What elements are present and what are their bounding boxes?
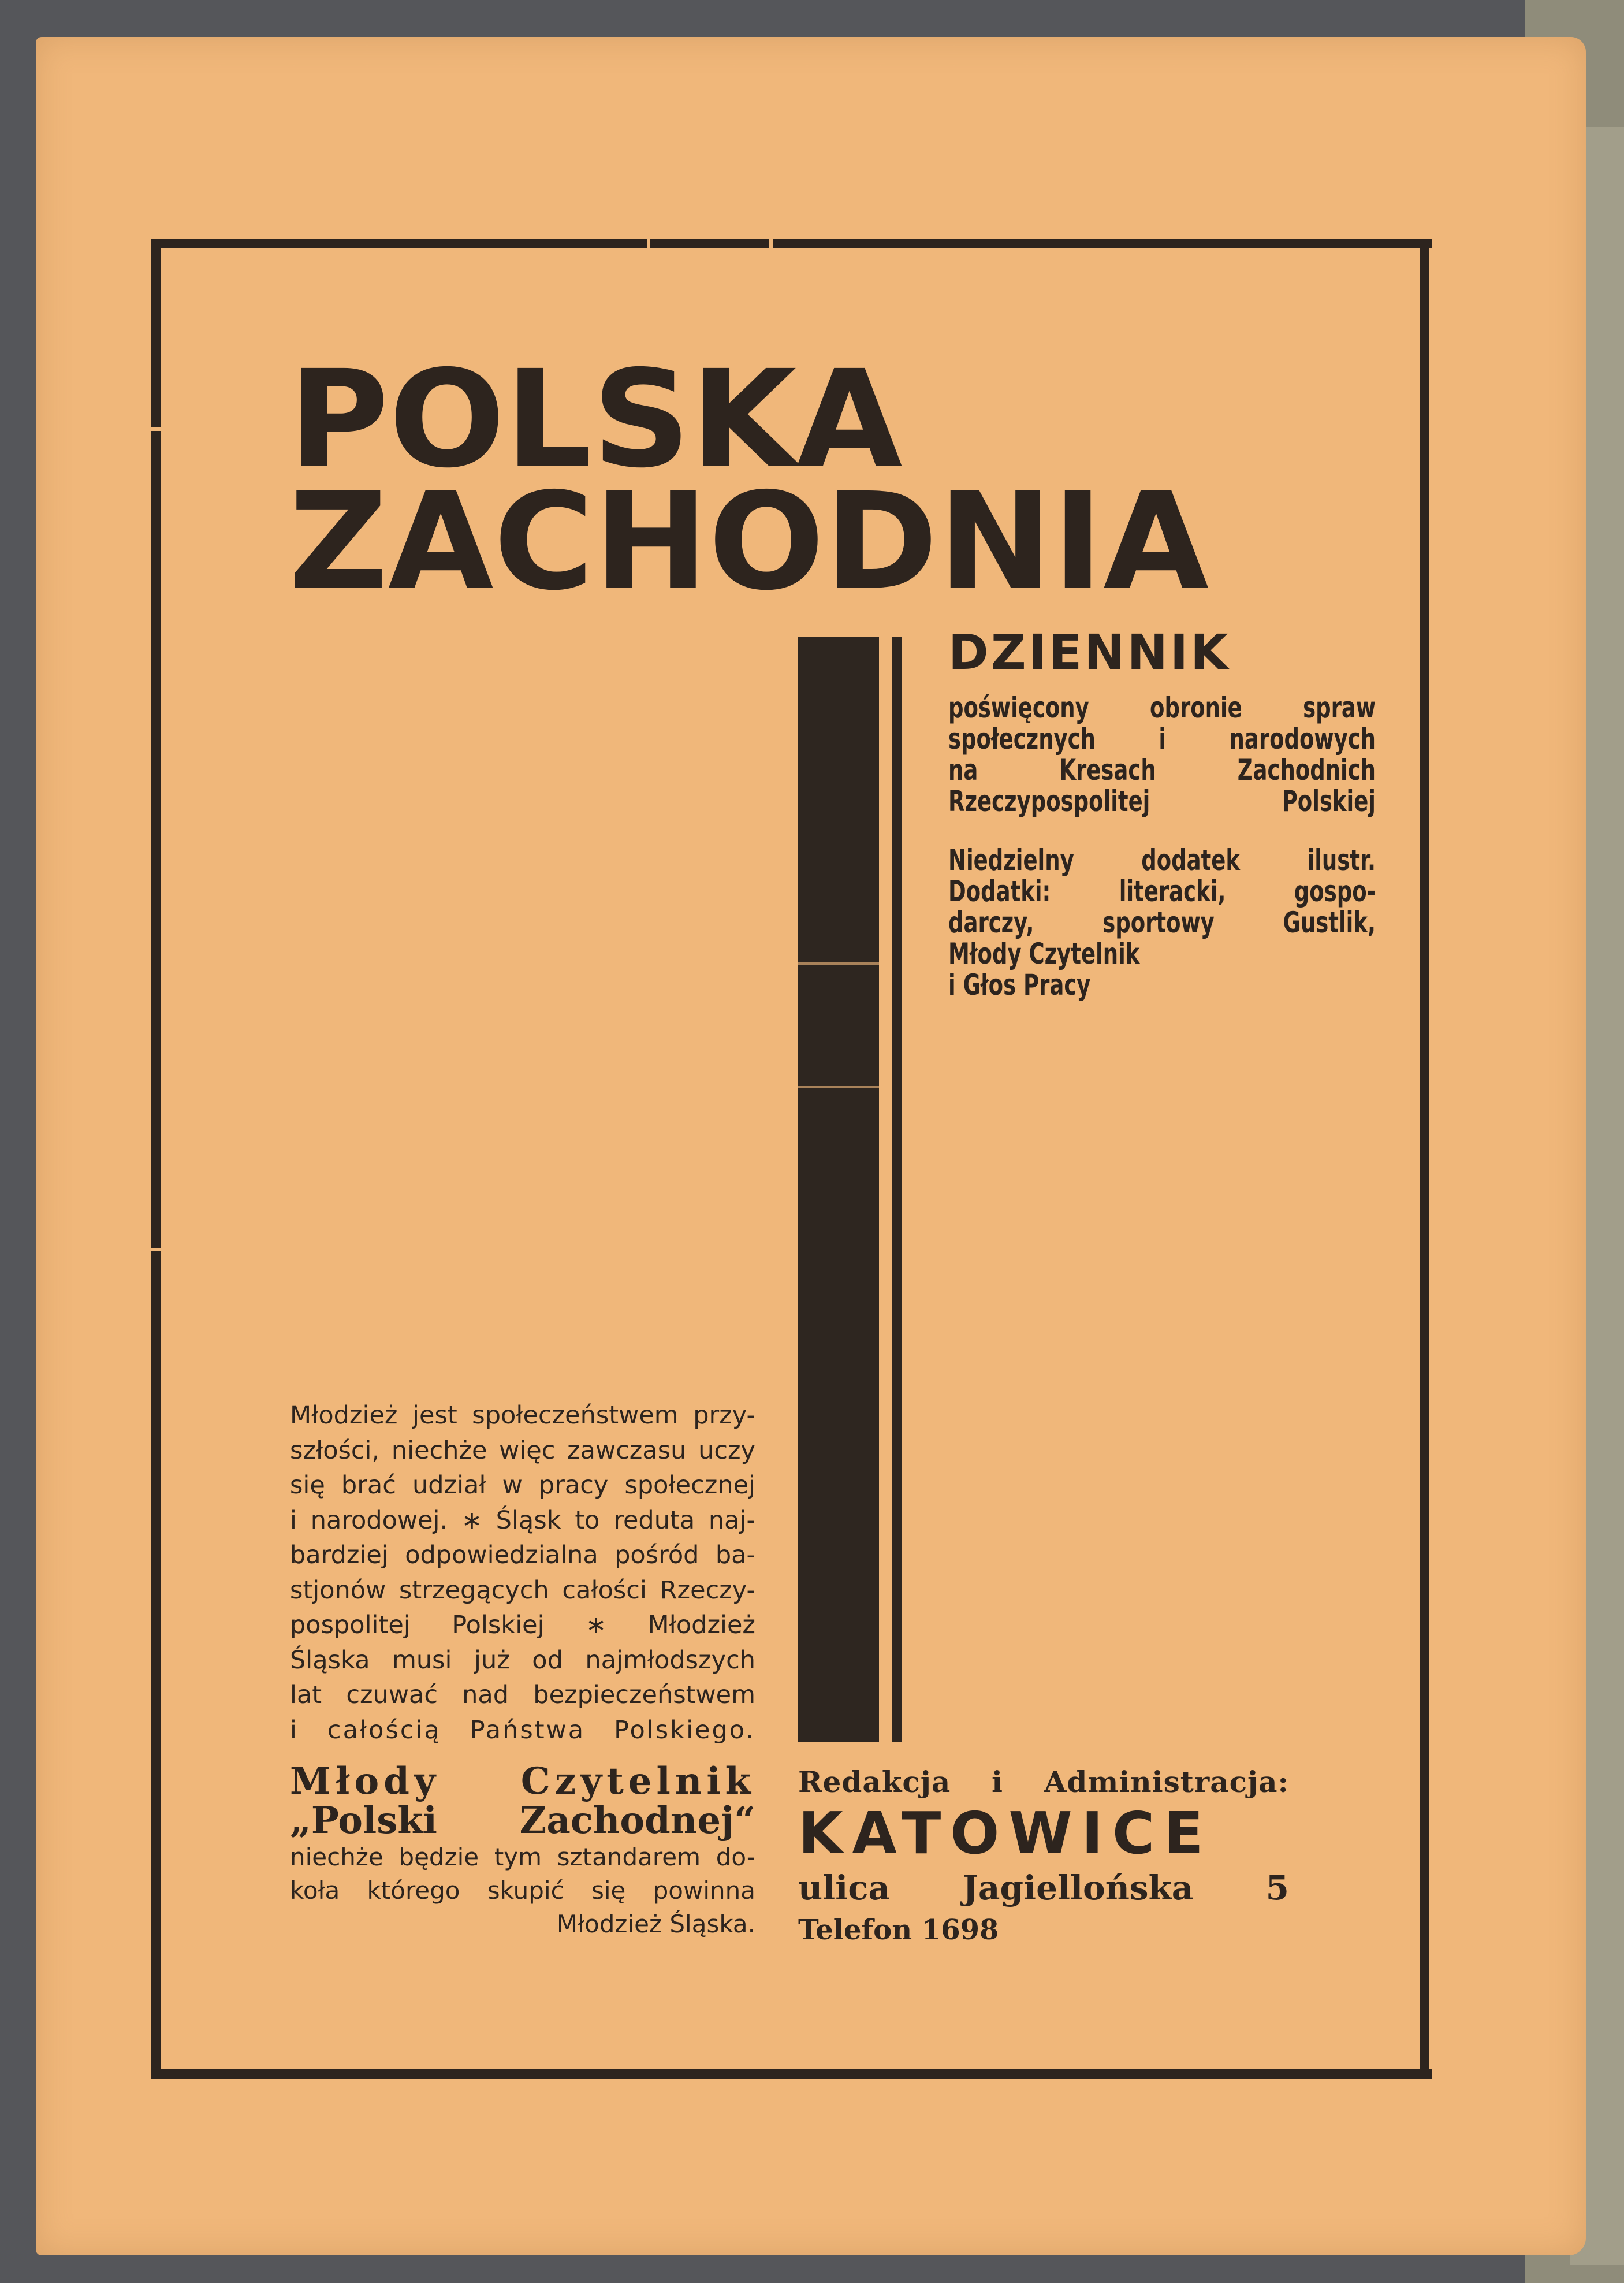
title-line-2: ZACHODNIA bbox=[289, 464, 1209, 620]
frame-top-gap bbox=[769, 239, 773, 248]
city-name: KATOWICE bbox=[798, 1799, 1213, 1867]
paragraph-line: bardziej odpowiedzialna pośród ba- bbox=[290, 1541, 755, 1570]
mlody-czytelnik-block bbox=[290, 1762, 755, 1941]
paragraph-line: Śląska musi już od najmłodszych bbox=[290, 1645, 755, 1675]
youth-paragraph bbox=[290, 1398, 755, 1747]
frame-left-gap bbox=[151, 1248, 161, 1251]
supplements-block bbox=[948, 845, 1376, 1001]
title-line-1: POLSKA bbox=[289, 341, 903, 497]
editorial-label: Redakcja i Administracja: bbox=[798, 1765, 1289, 1799]
description-line: Rzeczypospolitej Polskiej bbox=[948, 784, 1376, 818]
frame-left-border bbox=[151, 239, 161, 2079]
supplement-line: i Głos Pracy bbox=[948, 968, 1091, 1002]
mlody-czytelnik-text: koła którego skupić się powinna bbox=[290, 1876, 755, 1905]
frame-top-border bbox=[151, 239, 1432, 248]
mlody-czytelnik-heading: Młody Czytelnik bbox=[290, 1760, 755, 1803]
paragraph-line: i całością Państwa Polskiego. bbox=[290, 1715, 755, 1745]
paragraph-line: Młodzież jest społeczeństwem przy- bbox=[290, 1401, 755, 1430]
mlody-czytelnik-text: Młodzież Śląska. bbox=[556, 1910, 755, 1938]
editorial-office-block bbox=[798, 1763, 1289, 1950]
frame-bottom-border bbox=[151, 2069, 1432, 2079]
description-line: poświęcony obronie spraw bbox=[948, 691, 1376, 724]
paragraph-line: stjonów strzegących całości Rzeczy- bbox=[290, 1575, 755, 1605]
description-line: społecznych i narodowych bbox=[948, 722, 1376, 756]
decorative-thin-bar bbox=[892, 637, 902, 1742]
street-address: ulica Jagiellońska 5 bbox=[798, 1868, 1289, 1908]
supplement-line: darczy, sportowy Gustlik, bbox=[948, 906, 1376, 939]
frame-right-border bbox=[1420, 248, 1429, 2079]
supplement-line: Dodatki: literacki, gospo- bbox=[948, 875, 1376, 908]
paragraph-line: lat czuwać nad bezpieczeństwem bbox=[290, 1680, 755, 1709]
paragraph-line: pospolitej Polskiej ∗ Młodzież bbox=[290, 1611, 755, 1639]
bar-segment-divider bbox=[798, 962, 879, 965]
mlody-czytelnik-text: niechże będzie tym sztandarem do- bbox=[290, 1843, 755, 1871]
polski-zachodnej-heading: „Polski Zachodnej“ bbox=[290, 1799, 755, 1842]
paragraph-line: się brać udział w pracy społecznej bbox=[290, 1471, 755, 1500]
paragraph-line: szłości, niechże więc zawczasu uczy bbox=[290, 1436, 755, 1465]
frame-top-gap bbox=[647, 239, 650, 248]
decorative-thick-bar bbox=[798, 637, 879, 1742]
bar-segment-divider bbox=[798, 1086, 879, 1088]
supplement-line: Młody Czytelnik bbox=[948, 937, 1140, 971]
masthead-title bbox=[289, 341, 1325, 620]
frame-left-gap bbox=[151, 427, 161, 431]
publication-type: DZIENNIK bbox=[948, 624, 1231, 681]
phone-number: Telefon 1698 bbox=[798, 1914, 999, 1946]
supplement-line: Niedzielny dodatek ilustr. bbox=[948, 843, 1376, 877]
description-block bbox=[948, 692, 1376, 817]
paragraph-line: i narodowej. ∗ Śląsk to reduta naj- bbox=[290, 1505, 755, 1535]
description-line: na Kresach Zachodnich bbox=[948, 753, 1376, 787]
